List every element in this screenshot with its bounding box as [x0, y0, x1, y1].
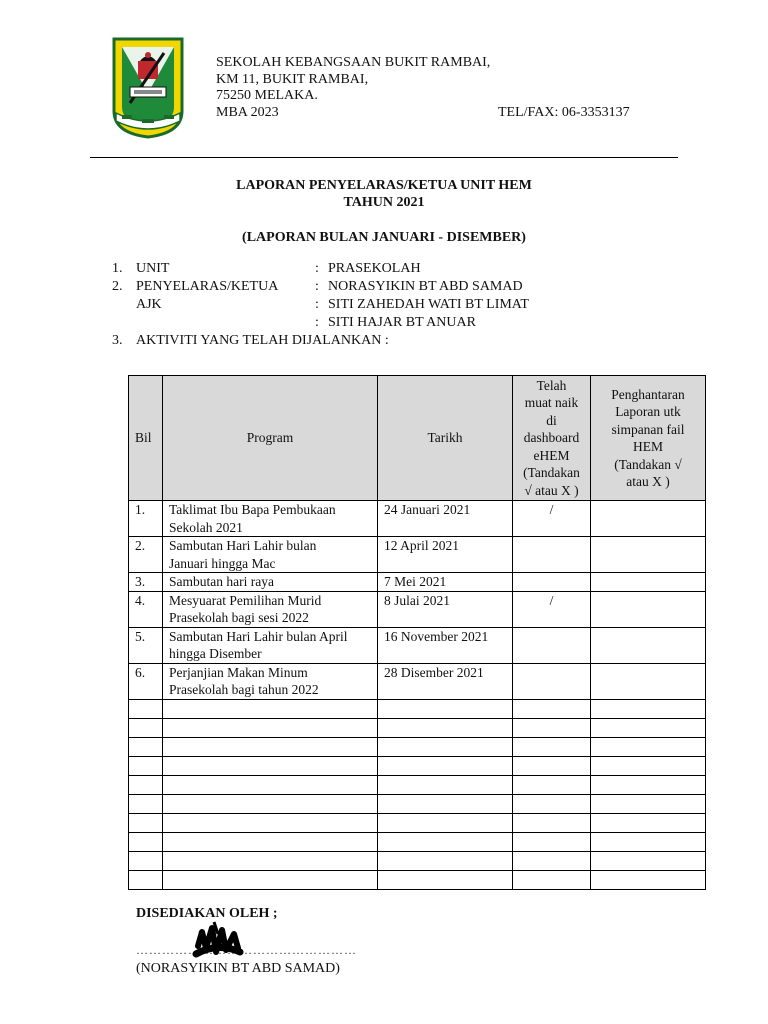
table-row-empty	[129, 870, 706, 889]
empty-cell	[513, 737, 591, 756]
empty-cell	[129, 737, 163, 756]
table-row: 3. Sambutan hari raya 7 Mei 2021	[129, 573, 706, 592]
empty-cell	[513, 813, 591, 832]
empty-cell	[378, 699, 513, 718]
school-crest-logo	[108, 33, 188, 139]
table-row-empty	[129, 813, 706, 832]
empty-cell	[378, 832, 513, 851]
table-row: 5. Sambutan Hari Lahir bulan April hingga Disember 16 November 2021	[129, 627, 706, 663]
empty-cell	[163, 851, 378, 870]
empty-cell	[163, 756, 378, 775]
empty-cell	[513, 832, 591, 851]
empty-cell	[591, 756, 706, 775]
report-period: (LAPORAN BULAN JANUARI - DISEMBER)	[242, 230, 526, 245]
school-tel-fax: TEL/FAX: 06-3353137	[498, 104, 630, 120]
table-row: 2. Sambutan Hari Lahir bulan Januari hingga Mac 12 April 2021	[129, 537, 706, 573]
empty-cell	[129, 813, 163, 832]
empty-cell	[163, 718, 378, 737]
info-value-ajk-1: SITI ZAHEDAH WATI BT LIMAT	[328, 297, 529, 312]
empty-rows	[129, 699, 706, 889]
empty-cell	[378, 794, 513, 813]
empty-cell	[129, 756, 163, 775]
empty-cell	[129, 851, 163, 870]
empty-cell	[163, 870, 378, 889]
info-value-unit: PRASEKOLAH	[328, 261, 421, 276]
table-header-row	[129, 376, 706, 501]
table-row-empty	[129, 737, 706, 756]
empty-cell	[163, 737, 378, 756]
empty-cell	[163, 699, 378, 718]
school-code: MBA 2023	[216, 104, 279, 120]
school-address-line2: 75250 MELAKA.	[216, 88, 318, 103]
empty-cell	[513, 756, 591, 775]
prepared-by-label: DISEDIAKAN OLEH ;	[136, 906, 278, 921]
preparer-name: (NORASYIKIN BT ABD SAMAD)	[136, 961, 340, 976]
table-row-empty	[129, 699, 706, 718]
header-divider	[90, 157, 678, 158]
empty-cell	[513, 851, 591, 870]
empty-cell	[129, 832, 163, 851]
empty-cell	[129, 699, 163, 718]
table-row: 4. Mesyuarat Pemilihan Murid Prasekolah bagi sesi 2022 8 Julai 2021 /	[129, 591, 706, 627]
empty-cell	[591, 794, 706, 813]
empty-cell	[129, 794, 163, 813]
empty-cell	[591, 813, 706, 832]
table-row-empty	[129, 794, 706, 813]
empty-cell	[163, 813, 378, 832]
empty-cell	[591, 870, 706, 889]
info-value-ajk-2: SITI HAJAR BT ANUAR	[328, 315, 476, 330]
empty-cell	[378, 870, 513, 889]
empty-cell	[591, 737, 706, 756]
info-label-unit: UNIT	[136, 261, 170, 276]
info-label-activities: AKTIVITI YANG TELAH DIJALANKAN :	[136, 333, 389, 348]
info-label-ajk: AJK	[136, 297, 162, 312]
empty-cell	[591, 699, 706, 718]
table-row-empty	[129, 775, 706, 794]
empty-cell	[129, 870, 163, 889]
header-muat-naik: Telah muat naik di dashboard eHEM (Tandakan √ atau X )	[513, 376, 591, 501]
empty-cell	[163, 832, 378, 851]
table-row: 1. Taklimat Ibu Bapa Pembukaan Sekolah 2021 24 Januari 2021 /	[129, 501, 706, 537]
info-colon: :	[315, 261, 319, 276]
report-year: TAHUN 2021	[343, 195, 425, 210]
empty-cell	[378, 718, 513, 737]
school-name: SEKOLAH KEBANGSAAN BUKIT RAMBAI,	[216, 55, 491, 70]
header-penghantaran: Penghantaran Laporan utk simpanan fail HEM (Tandakan √ atau X )	[591, 376, 706, 501]
empty-cell	[513, 699, 591, 718]
empty-cell	[513, 794, 591, 813]
empty-cell	[378, 756, 513, 775]
info-colon: :	[315, 279, 319, 294]
empty-cell	[513, 775, 591, 794]
empty-cell	[591, 775, 706, 794]
table-row: 6. Perjanjian Makan Minum Prasekolah bagi tahun 2022 28 Disember 2021	[129, 663, 706, 699]
activity-table	[128, 375, 706, 890]
empty-cell	[378, 737, 513, 756]
empty-cell	[163, 794, 378, 813]
empty-cell	[163, 775, 378, 794]
info-num-3: 3.	[112, 333, 123, 348]
empty-cell	[378, 775, 513, 794]
info-num-2: 2.	[112, 279, 123, 294]
table-row-empty	[129, 718, 706, 737]
school-address-line1: KM 11, BUKIT RAMBAI,	[216, 71, 369, 87]
empty-cell	[591, 851, 706, 870]
empty-cell	[378, 851, 513, 870]
signature-dotted-line: ……………………………………………	[136, 943, 357, 957]
table-row-empty	[129, 832, 706, 851]
info-colon: :	[315, 315, 319, 330]
info-colon: :	[315, 297, 319, 312]
empty-cell	[129, 775, 163, 794]
info-label-coordinator: PENYELARAS/KETUA	[136, 279, 279, 294]
empty-cell	[378, 813, 513, 832]
empty-cell	[513, 870, 591, 889]
empty-cell	[591, 832, 706, 851]
table-row-empty	[129, 756, 706, 775]
table-row-empty	[129, 851, 706, 870]
empty-cell	[591, 718, 706, 737]
handwritten-signature	[192, 918, 244, 966]
empty-cell	[129, 718, 163, 737]
header-program: Program	[163, 376, 378, 501]
header-bil: Bil	[129, 376, 163, 501]
empty-cell	[513, 718, 591, 737]
info-num-1: 1.	[112, 261, 123, 276]
info-value-coordinator: NORASYIKIN BT ABD SAMAD	[328, 279, 523, 294]
report-title: LAPORAN PENYELARAS/KETUA UNIT HEM	[236, 178, 532, 193]
header-tarikh: Tarikh	[378, 376, 513, 501]
